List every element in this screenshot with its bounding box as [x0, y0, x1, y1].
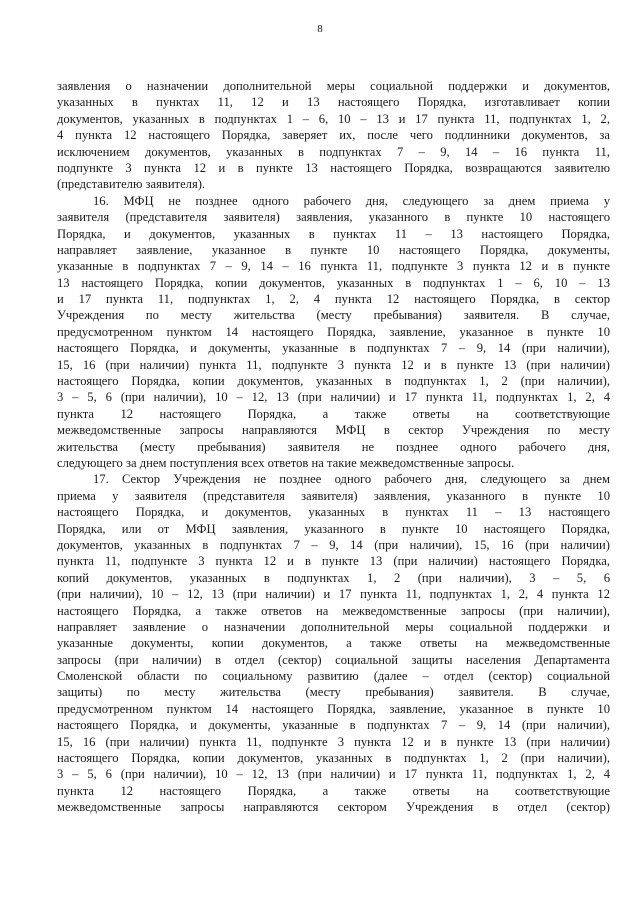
text-line: Порядка, и документов, указанных в пунктах 11 – 13 настоящего Порядка, [57, 226, 610, 241]
text-line: следующего за днем поступления всех ответов на такие межведомственные запросы. [57, 455, 515, 470]
text-line: приема у заявителя (представителя заявителя) заявления, указанного в пункте 10 [57, 488, 610, 503]
text-line: настоящего Порядка, а также ответов на межведомственные запросы (при наличии), [57, 603, 610, 618]
text-line: направляет заявление о назначении дополнительной меры социальной поддержки и [57, 619, 610, 634]
page-number: 8 [317, 23, 323, 35]
text-line: (представителю заявителя). [57, 177, 206, 192]
text-line: межведомственные запросы направляются сектором Учреждения в отдел (сектор) [57, 800, 610, 815]
text-line: защиты) по месту жительства (месту пребывания) заявителя. В случае, [57, 685, 610, 700]
text-line: 13 настоящего Порядка, копии документов, указанных в подпунктах 1 – 6, 10 – 13 [57, 275, 610, 290]
text-line: предусмотренном пунктом 14 настоящего Порядка, заявление, указанное в пункте 10 [57, 701, 610, 716]
text-line: указанные в подпунктах 7 – 9, 14 – 16 пункта 11, подпункте 3 пункта 12 и в пункте [57, 259, 610, 274]
text-line: 4 пункта 12 настоящего Порядка, заверяет их, после чего подлинники документов, за [57, 128, 610, 143]
text-line: документов, указанных в подпунктах 7 – 9, 14 (при наличии), 15, 16 (при наличии) [57, 537, 610, 552]
text-line: запросы (при наличии) в отдел (сектор) социальной защиты населения Департамента [57, 652, 610, 667]
text-line: настоящего Порядка, копии документов, указанных в подпунктах 1, 2 (при наличии), [57, 374, 610, 389]
text-line: настоящего Порядка, копии документов, указанных в подпунктах 1, 2 (при наличии), [57, 751, 610, 766]
text-line: 15, 16 (при наличии) пункта 11, подпункте 3 пункта 12 и в пункте 13 (при наличии) [57, 357, 610, 372]
paragraph [57, 193, 610, 472]
text-line: предусмотренном пунктом 14 настоящего Порядка, заявление, указанное в пункте 10 [57, 324, 610, 339]
text-line: межведомственные запросы направляются МФЦ в сектор Учреждения по месту [57, 423, 610, 438]
text-line: указанные документы, копии документов, а также ответы на межведомственные [57, 636, 610, 651]
text-line: Порядка, или от МФЦ заявления, указанного в пункте 10 настоящего Порядка, [57, 521, 610, 536]
text-line: Учреждения по месту жительства (месту пребывания) заявителя. В случае, [57, 308, 610, 323]
text-line: настоящего Порядка, и документы, указанные в подпунктах 7 – 9, 14 (при наличии), [57, 341, 610, 356]
text-line: Смоленской области по социальному развитию (далее – отдел (сектор) социальной [57, 669, 610, 684]
text-line: 3 – 5, 6 (при наличии), 10 – 12, 13 (при наличии) и 17 пункта 11, подпунктах 1, 2, 4 [57, 390, 610, 405]
text-line: жительства (месту пребывания) заявителя не позднее одного рабочего дня, [57, 439, 610, 454]
text-line: указанных в пунктах 11, 12 и 13 настоящего Порядка, изготавливает копии [57, 95, 610, 110]
text-line: заявления о назначении дополнительной меры социальной поддержки и документов, [57, 79, 610, 93]
text-line: направляет заявление, указанное в пункте 10 настоящего Порядка, документы, [57, 242, 610, 257]
text-line: настоящего Порядка, и документы, указанные в подпунктах 7 – 9, 14 (при наличии), [57, 718, 610, 733]
text-line: 16. МФЦ не позднее одного рабочего дня, следующего за днем приема у [93, 193, 610, 208]
text-line: настоящего Порядка, и документов, указанных в пунктах 11 – 13 настоящего [57, 505, 610, 520]
text-line: 17. Сектор Учреждения не позднее одного рабочего дня, следующего за днем [93, 472, 610, 487]
text-line: подпункте 3 пункта 12 и в пункте 13 настоящего Порядка, возвращаются заявителю [57, 160, 610, 175]
paragraph [57, 471, 610, 815]
text-line: исключением документов, указанных в подпунктах 7 – 9, 14 – 16 пункта 11, [57, 144, 610, 159]
text-line: и 17 пункта 11, подпунктах 1, 2, 4 пункта 12 настоящего Порядка, в сектор [57, 292, 610, 307]
text-line: 3 – 5, 6 (при наличии), 10 – 12, 13 (при наличии) и 17 пункта 11, подпунктах 1, 2, 4 [57, 767, 610, 782]
text-line: копий документов, указанных в подпунктах 1, 2 (при наличии), 3 – 5, 6 [57, 570, 610, 585]
text-line: пункта 12 настоящего Порядка, а также ответы на соответствующие [57, 783, 610, 798]
text-line: документов, указанных в подпунктах 1 – 6, 10 – 13 и 17 пункта 11, подпунктах 1, 2, [57, 111, 610, 126]
text-line: (при наличии), 10 – 12, 13 (при наличии) и 17 пункта 11, подпунктах 1, 2, 4 пункта 12 [57, 587, 610, 602]
text-line: пункта 12 настоящего Порядка, а также ответы на соответствующие [57, 406, 610, 421]
text-line: заявителя (представителя заявителя) заявления, указанного в пункте 10 настоящего [57, 210, 610, 225]
paragraph [57, 78, 610, 193]
text-line: 15, 16 (при наличии) пункта 11, подпункте 3 пункта 12 и в пункте 13 (при наличии) [57, 734, 610, 749]
text-line: пункта 11, подпункте 3 пункта 12 и в пункте 13 (при наличии) настоящего Порядка, [57, 554, 610, 569]
document-body [57, 78, 610, 816]
